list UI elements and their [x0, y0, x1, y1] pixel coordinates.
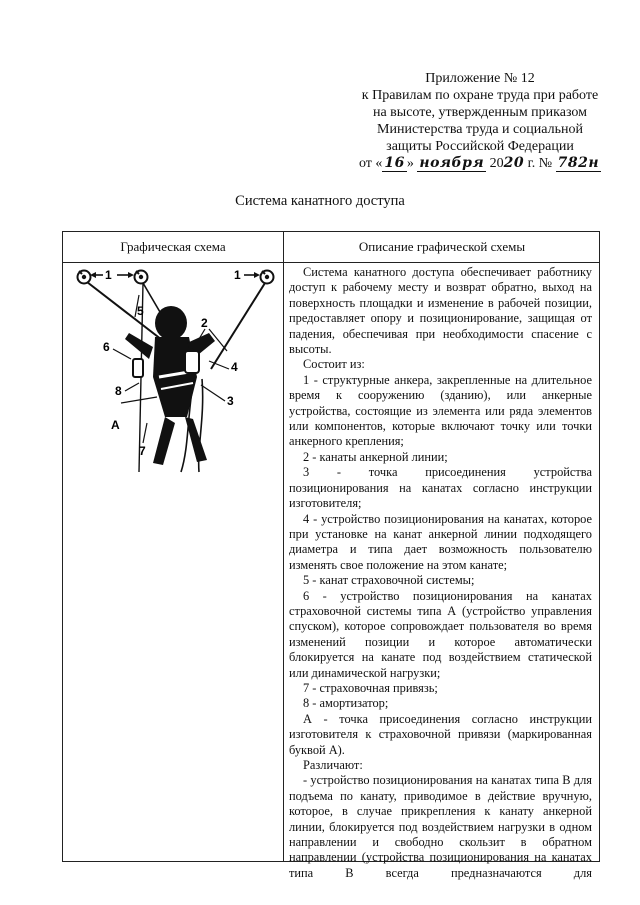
document-title: Система канатного доступа — [235, 193, 405, 209]
desc-paragraph: - устройство позиционирования на канатах типа В для подъема по канату, приводимое в действие вручную, которое, в случае прикрепления к канату анкерной линии, блокируется под воздействием нагрузки в одном направлении и свободно скользит в обратном направлении (устройства позиционирования на канатах типа В всегда предназначаются для — [289, 773, 592, 880]
figure-label-2: 2 — [201, 316, 208, 330]
anchor-icon-left — [78, 271, 91, 284]
column-divider — [283, 232, 284, 861]
handwritten-month: ноября — [419, 155, 485, 171]
column-header-description: Описание графической схемы — [358, 239, 526, 254]
desc-paragraph: 3 - точка присоединения устройства позиционирования на канатах согласно инструкции изготовителя; — [289, 465, 592, 511]
figure-label-5: 5 — [137, 304, 144, 318]
date-mid: » — [406, 156, 414, 171]
appendix-date-line — [330, 155, 630, 172]
date-year-pre: 20 — [489, 156, 504, 171]
appendix-header — [330, 70, 630, 172]
desc-paragraph: Система канатного доступа обеспечивает работнику доступ к рабочему месту и возврат обратно, выход на поверхность площадки и изменение в рабочей позиции, предоставляет опору и позиционирование, защищая от падения, обеспечивая при необходимости спасение с высоты. — [289, 265, 592, 357]
handwritten-day: 16 — [384, 155, 405, 171]
description-table — [62, 231, 600, 880]
date-year-post: г. № — [524, 156, 553, 171]
desc-paragraph: 4 - устройство позиционирования на канатах, которое при установке на канат анкерной линии подходящего диаметра и типа дает возможность пользователю изменять свое положение на этом канате; — [289, 511, 592, 572]
figure-label-1: 1 — [105, 268, 112, 282]
arrow-label-1-right — [244, 272, 260, 278]
desc-paragraph: 7 - страховочная привязь; — [303, 680, 438, 695]
figure-label-6: 6 — [103, 340, 110, 354]
desc-paragraph: А - точка присоединения согласно инструкции изготовителя к страховочной привязи (маркированная буквой А). — [289, 711, 592, 757]
description-text — [289, 265, 592, 881]
handwritten-order-number: 782н — [557, 155, 600, 171]
arrow-label-1-left — [90, 272, 134, 278]
rope-access-figure — [69, 267, 279, 477]
desc-paragraph: 6 - устройство позиционирования на канатах страховочной системы типа А (устройство управления спуском), которое сопровождает пользователя во время изменений позиции и которое автоматически блокируется на канате под воздействием статической или динамической нагрузки; — [289, 588, 592, 680]
desc-paragraph: 8 - амортизатор; — [303, 696, 389, 711]
desc-paragraph: 1 - структурные анкера, закрепленные на длительное время к сооружению (зданию), или анкерные устройства, состоящие из элемента или ряда элементов или компонентов, которые включают точку или точки анкерного крепления; — [289, 372, 592, 449]
figure-label-1-right: 1 — [234, 268, 241, 282]
appendix-line-2: к Правилам по охране труда при работе — [361, 88, 599, 103]
anchor-icon-middle — [135, 271, 148, 284]
anchor-icon-right — [261, 271, 274, 284]
appendix-line-5: защиты Российской Федерации — [386, 139, 574, 154]
desc-paragraph: Состоит из: — [303, 357, 365, 372]
desc-paragraph: 2 - канаты анкерной линии; — [303, 449, 448, 464]
handwritten-year: 20 — [503, 155, 525, 171]
appendix-line-3: на высоте, утвержденным приказом — [372, 105, 588, 120]
figure-label-3: 3 — [227, 394, 234, 408]
figure-label-8: 8 — [115, 384, 122, 398]
column-header-scheme: Графическая схема — [120, 239, 226, 254]
figure-label-A: A — [111, 418, 120, 432]
desc-paragraph: Различают: — [303, 758, 363, 772]
figure-label-7: 7 — [139, 444, 146, 458]
appendix-number: Приложение № 12 — [425, 71, 535, 86]
table-header-row — [63, 232, 599, 263]
desc-paragraph: 5 - канат страховочной системы; — [303, 573, 475, 588]
figure-label-4: 4 — [231, 360, 238, 374]
appendix-line-4: Министерства труда и социальной — [377, 122, 583, 137]
date-prefix: от « — [358, 156, 383, 171]
anchor-rope-right — [211, 283, 265, 369]
